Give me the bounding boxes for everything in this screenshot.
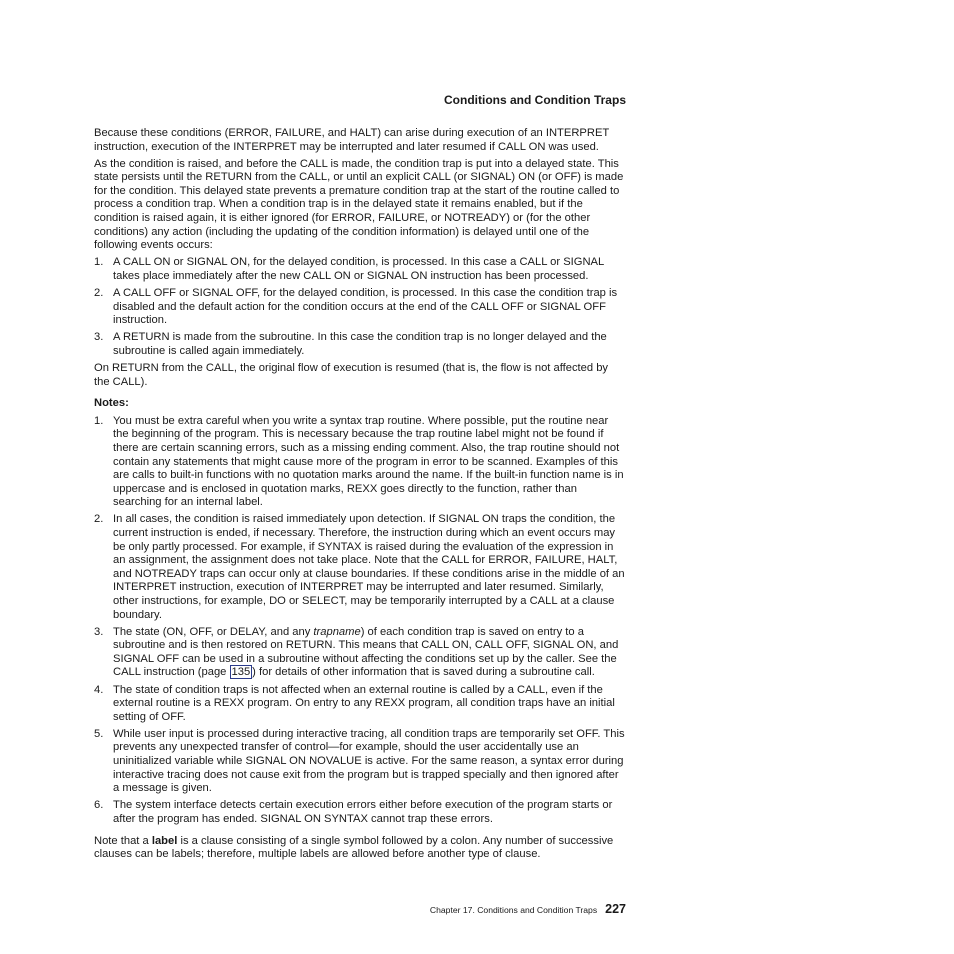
note-item [94,799,626,826]
page-body [94,127,626,865]
list-text: A RETURN is made from the subroutine. In this case the condition trap is no longer delayed and the subroutine is called again immediately. [113,331,607,357]
running-header: Conditions and Condition Traps [444,93,626,107]
list-number: 1. [94,414,104,427]
note-text [113,626,618,680]
note-text: You must be extra careful when you write a syntax trap routine. Where possible, put the routine near the beginning of the program. This is necessary because the trap routine label might not be found if there are certain scanning errors, such as a missing ending comment. Also, the trap routine should not contain any statements that might cause more of the program in error to be scanned. Examples of this are calls to built-in functions with no quotation marks around the name. If the built-in function name is in uppercase and is enclosed in quotation marks, REXX goes directly to the function, rather than searching for an internal label. [113,414,624,509]
list-item [94,331,626,358]
page-link[interactable]: 135 [231,666,251,679]
note-text-part: ) for details of other information that is saved during a subroutine call. [252,666,595,679]
note-text: The state of condition traps is not affected when an external routine is called by a CALL, even if the external routine is a REXX program. On entry to any REXX program, all condition traps have an initial setting of OFF. [113,683,615,723]
list-number: 3. [94,625,104,638]
note-item [94,513,626,622]
label-paragraph [94,835,626,862]
list-number: 1. [94,256,104,269]
note-item [94,684,626,725]
note-text: The system interface detects certain execution errors either before execution of the program starts or after the program has ended. SIGNAL ON SYNTAX cannot trap these errors. [113,799,613,825]
notes-list [94,415,626,827]
event-list [94,256,626,358]
list-number: 2. [94,287,104,300]
note-item [94,728,626,796]
list-number: 2. [94,513,104,526]
footer-chapter: Chapter 17. Conditions and Condition Traps [429,905,598,915]
page-number: 227 [605,902,626,916]
label-term: label [151,834,178,847]
trapname-term: trapname [313,625,361,638]
list-number: 5. [94,727,104,740]
list-number: 4. [94,683,104,696]
intro-paragraph: Because these conditions (ERROR, FAILURE, and HALT) can arise during execution of an INTERPRET instruction, execution of the INTERPRET may be interrupted and later resumed if CALL ON was used. [94,127,610,153]
note-item [94,415,626,510]
list-item [94,287,626,328]
list-item [94,256,626,283]
list-number: 3. [94,331,104,344]
notes-heading: Notes: [94,397,129,410]
note-text: While user input is processed during interactive tracing, all condition traps are temporarily set OFF. This prevents any unexpected transfer of control—for example, should the user accidentally use an uninitialized variable while SIGNAL ON NOVALUE is active. For the same reason, a syntax error during interactive tracing does not cause exit from the program but is trapped specially and then ignored after a message is given. [113,727,625,795]
note-text: In all cases, the condition is raised immediately upon detection. If SIGNAL ON traps the condition, the current instruction is ended, if necessary. Therefore, the instruction during which an event occurs may be only partly processed. For example, if SYNTAX is raised during the evaluation of the expression in an assignment, the assignment does not take place. Note that the CALL for ERROR, FAILURE, HALT, and NOTREADY traps can occur only at clause boundaries. If these conditions arise in the middle of an INTERPRET instruction, execution of INTERPRET may be interrupted and later resumed. Similarly, other instructions, for example, DO or SELECT, may be temporarily interrupted by a CALL at a clause boundary. [113,513,625,621]
list-text: A CALL ON or SIGNAL ON, for the delayed condition, is processed. In this case a CALL or SIGNAL takes place immediately after the new CALL ON or SIGNAL ON instruction has been processed. [113,256,604,282]
intro-paragraph: As the condition is raised, and before the CALL is made, the condition trap is put into a delayed state. This state persists until the RETURN from the CALL, or until an explicit CALL (or SIGNAL) ON (or OFF) is made for the condition. This delayed state prevents a premature condition trap at the start of the routine called to process a condition trap. When a condition trap is in the delayed state it remains enabled, but if the condition is raised again, it is either ignored (for ERROR, FAILURE, or NOTREADY) or (for the other conditions) any action (including the updating of the condition information) is delayed until one of the following events occurs: [94,157,624,252]
note-text-part: The state (ON, OFF, or DELAY, and any [113,625,314,638]
paragraph-text-part: Note that a [94,834,152,847]
paragraph-text-part: is a clause consisting of a single symbol followed by a colon. Any number of successive clauses can be labels; therefore, multiple labels are allowed before another type of clause. [94,834,614,861]
note-text-part: ) of each condition trap is saved on entry to a subroutine and is then restored on RETURN. This means that CALL ON, CALL OFF, SIGNAL ON, and SIGNAL OFF can be used in a subroutine without affecting the conditions set up by the caller. See the CALL instruction (page [113,625,619,679]
list-number: 6. [94,799,104,812]
note-item [94,626,626,680]
return-paragraph: On RETURN from the CALL, the original flow of execution is resumed (that is, the flow is not affected by the CALL). [94,362,609,388]
list-text: A CALL OFF or SIGNAL OFF, for the delayed condition, is processed. In this case the condition trap is disabled and the default action for the condition occurs at the end of the CALL OFF or SIGNAL OFF instruction. [113,287,618,327]
page-footer [430,900,626,918]
